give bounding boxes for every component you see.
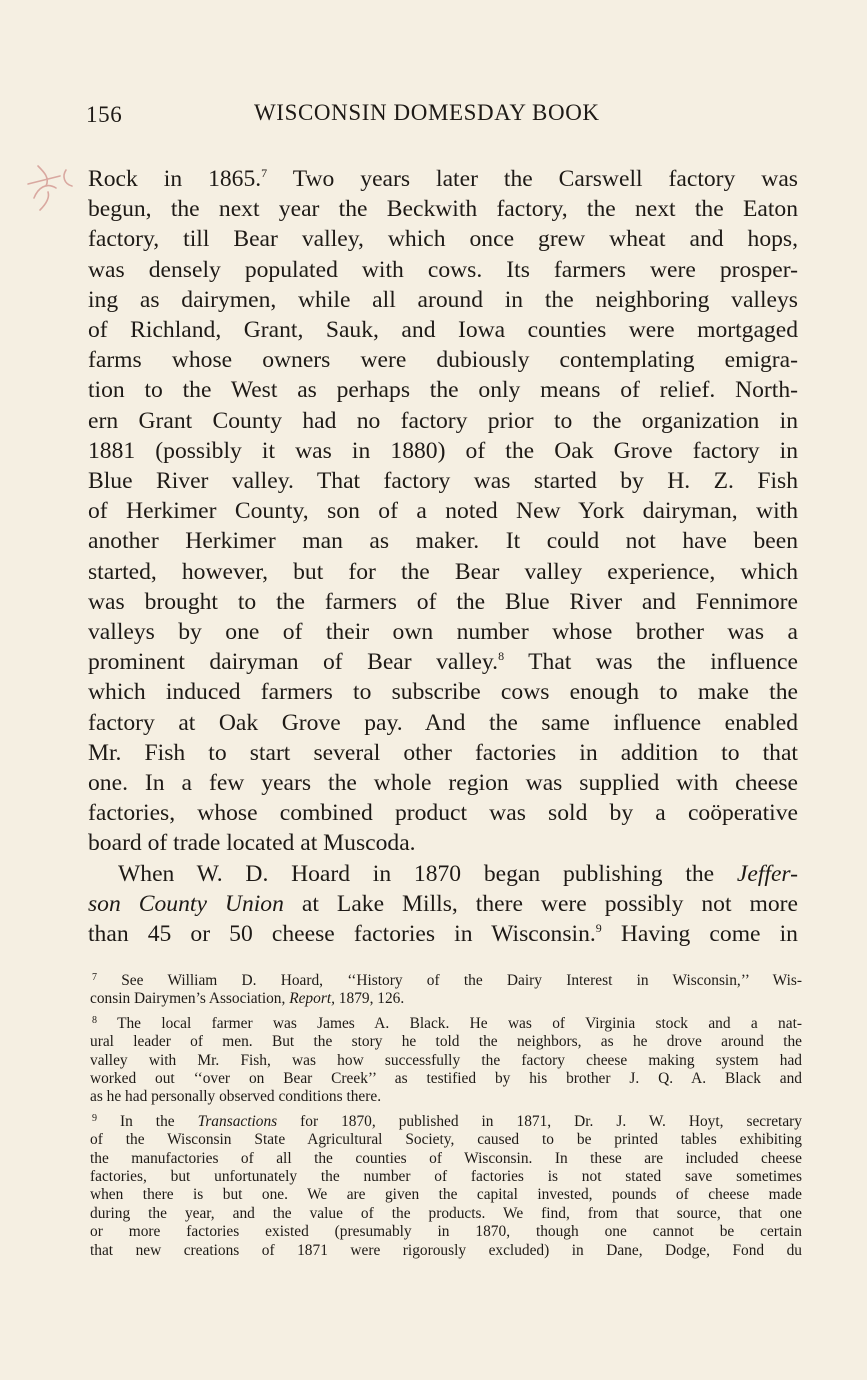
text-line: farms whose owners were dubiously contemplating emigra- [88, 347, 798, 374]
main-text [88, 164, 798, 949]
text-line: ern Grant County had no factory prior to the organization in [88, 407, 798, 434]
text-line: When W. D. Hoard in 1870 began publishing the Jeffer- [118, 860, 798, 887]
text-line: factories, whose combined product was sold by a coöperative [88, 800, 798, 827]
paragraph-1 [88, 164, 798, 859]
text-line: begun, the next year the Beckwith factory, the next the Eaton [88, 196, 798, 223]
text-line: prominent dairyman of Bear valley.$^8$ That was the influence [88, 649, 798, 676]
footnote-line: consin Dairymen’s Association, Report, 1879, 126. [90, 990, 405, 1008]
footnotes [90, 972, 802, 1266]
footnote-line: as he had personally observed conditions there. [90, 1088, 382, 1106]
text-line: one. In a few years the whole region was supplied with cheese [88, 770, 798, 797]
text-line: than 45 or 50 cheese factories in Wisconsin.$^9$ Having come in [88, 921, 798, 948]
text-line: of Herkimer County, son of a noted New York dairyman, with [88, 498, 798, 525]
text-line: valleys by one of their own number whose brother was a [88, 619, 798, 646]
text-line: of Richland, Grant, Sauk, and Iowa counties were mortgaged [88, 317, 798, 344]
footnote-line: during the year, and the value of the products. We find, from that source, that one [90, 1204, 802, 1222]
footnote-line: that new creations of 1871 were rigorously excluded) in Dane, Dodge, Fond du [90, 1241, 802, 1259]
pencil-annotation-mark [20, 158, 90, 228]
footnote-line: $^9$ In the Transactions for 1870, published in 1871, Dr. J. W. Hoyt, secretary [92, 1112, 802, 1130]
footnote-ref-7[interactable]: 7 [261, 166, 268, 180]
text-line: was densely populated with cows. Its farmers were prosper- [88, 256, 798, 283]
footnote-9 [90, 1113, 802, 1260]
text-line: was brought to the farmers of the Blue River and Fennimore [88, 588, 798, 615]
footnote-8 [90, 1015, 802, 1107]
footnote-line: factories, but unfortunately the number of factories is not stated save sometimes [90, 1168, 802, 1186]
text-line: started, however, but for the Bear valley experience, which [88, 558, 798, 585]
footnote-line: the manufactories of all the counties of Wisconsin. In these are included cheese [90, 1149, 802, 1167]
text-line: 1881 (possibly it was in 1880) of the Oak Grove factory in [88, 437, 798, 464]
text-line: board of trade located at Muscoda. [88, 830, 416, 857]
text-line: another Herkimer man as maker. It could not have been [88, 528, 798, 555]
footnote-ref-8[interactable]: 8 [498, 649, 505, 664]
text-line: which induced farmers to subscribe cows enough to make the [88, 679, 798, 706]
footnote-line: or more factories existed (presumably in 1870, though one cannot be certain [90, 1223, 802, 1241]
footnote-line: when there is but one. We are given the capital invested, pounds of cheese made [90, 1186, 802, 1204]
text-line: Rock in 1865.$^7$ Two years later the Carswell factory was [88, 166, 798, 192]
footnote-7 [90, 972, 802, 1009]
text-line: ing as dairymen, while all around in the neighboring valleys [88, 286, 798, 313]
footnote-line: $^8$ The local farmer was James A. Black. He was of Virginia stock and a nat- [92, 1014, 802, 1032]
paragraph-2 [88, 859, 798, 950]
footnote-line: ural leader of men. But the story he told the neighbors, as he drove around the [90, 1033, 802, 1051]
footnote-line: of the Wisconsin State Agricultural Society, caused to be printed tables exhibiting [90, 1131, 802, 1149]
text-line: Mr. Fish to start several other factories in addition to that [88, 739, 798, 766]
text-line: factory, till Bear valley, which once grew wheat and hops, [88, 226, 798, 253]
running-title: WISCONSIN DOMESDAY BOOK [254, 100, 600, 125]
footnote-line: worked out ‘‘over on Bear Creek’’ as testified by his brother J. Q. A. Black and [90, 1070, 802, 1088]
text-line: tion to the West as perhaps the only means of relief. North- [88, 377, 798, 404]
text-line: son County Union at Lake Mills, there were possibly not more [88, 890, 799, 917]
text-line: Blue River valley. That factory was started by H. Z. Fish [88, 468, 798, 495]
footnote-ref-9[interactable]: 9 [595, 921, 602, 936]
footnote-line: $^7$ See William D. Hoard, ‘‘History of the Dairy Interest in Wisconsin,’’ Wis- [92, 972, 802, 989]
text-line: factory at Oak Grove pay. And the same influence enabled [88, 709, 798, 736]
footnote-line: valley with Mr. Fish, was how successfully the factory cheese making system had [90, 1051, 802, 1069]
page-header [86, 96, 786, 136]
page-number: 156 [86, 102, 123, 127]
